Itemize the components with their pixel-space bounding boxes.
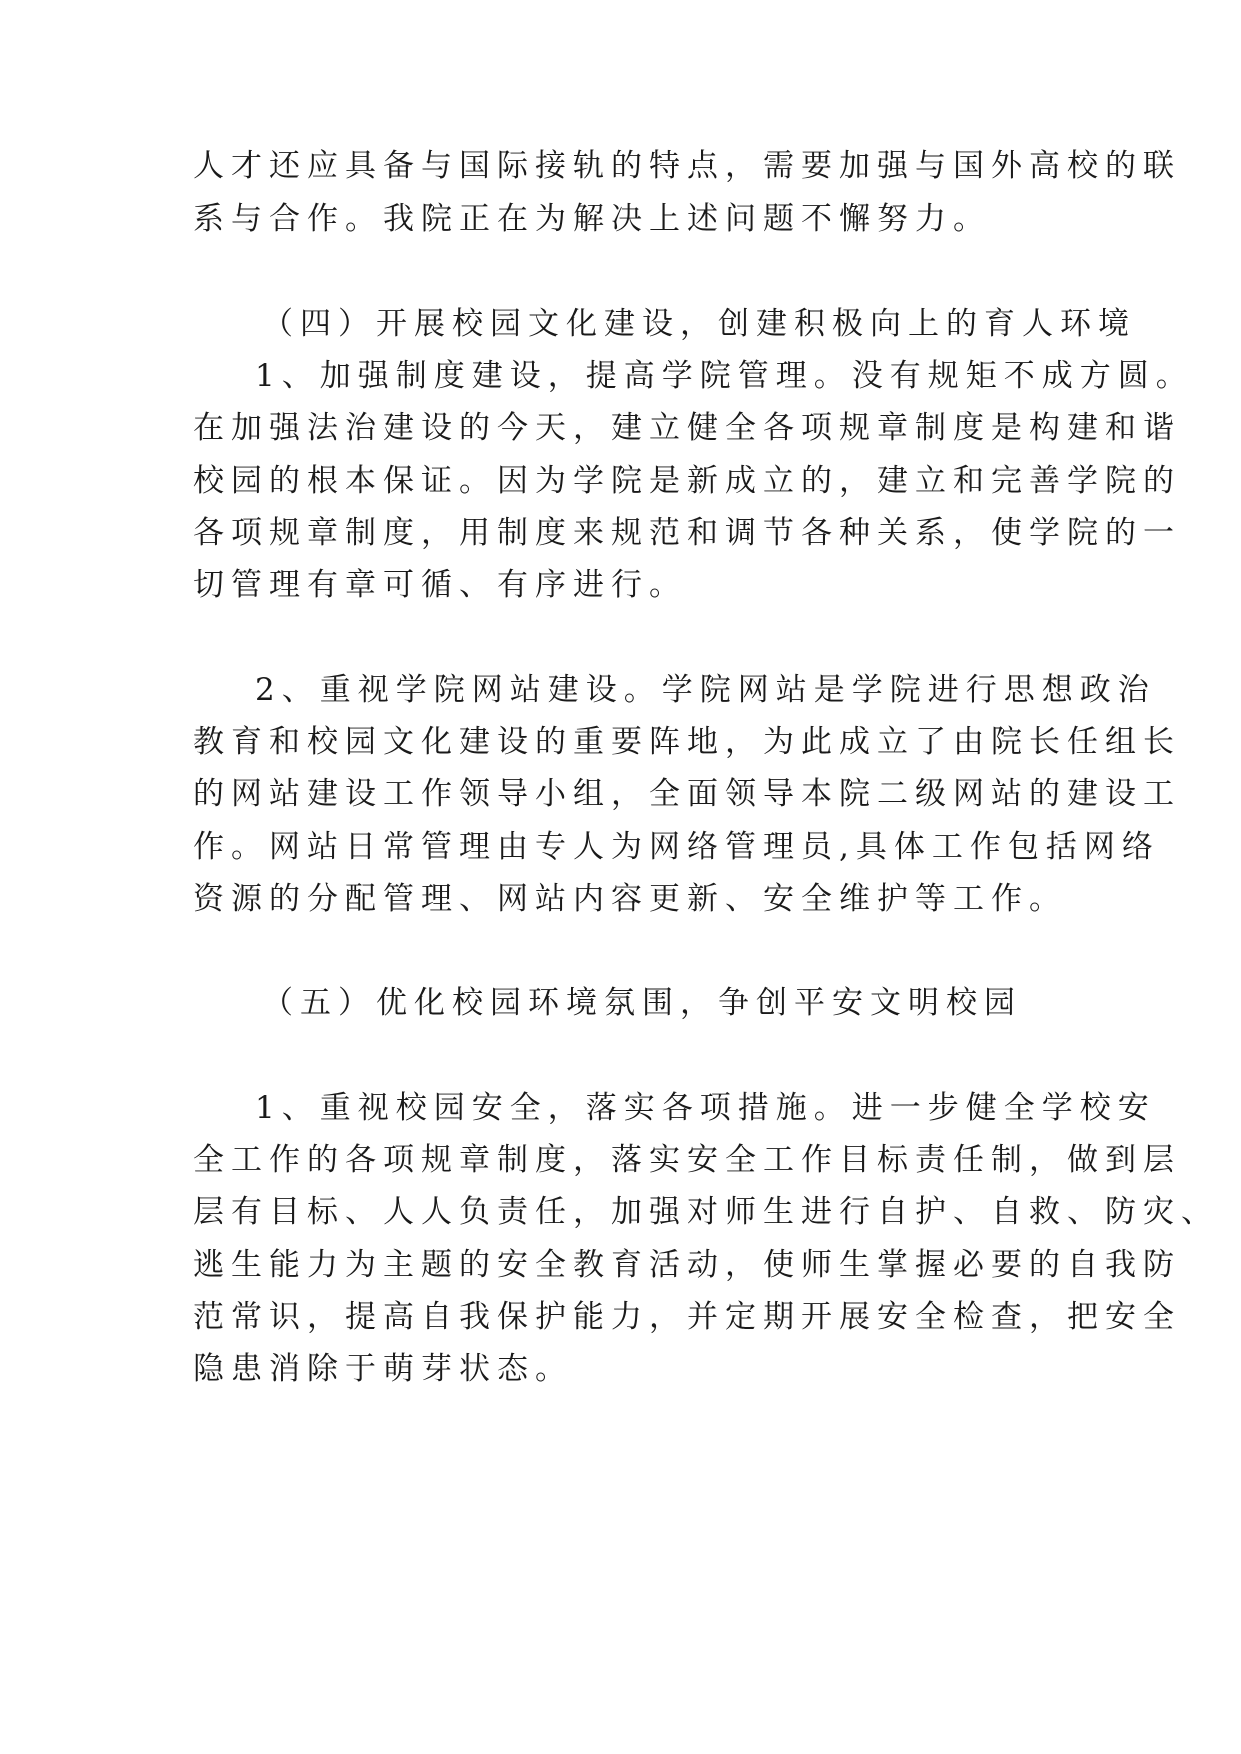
body-text-line: 全工作的各项规章制度，落实安全工作目标责任制，做到层 — [193, 1142, 1181, 1178]
body-text-line: 层有目标、人人负责任，加强对师生进行自护、自救、防灾、 — [193, 1194, 1219, 1230]
body-text-line: 资源的分配管理、网站内容更新、安全维护等工作。 — [193, 881, 1067, 917]
body-text-line: 切管理有章可循、有序进行。 — [193, 567, 687, 603]
body-text-line: 校园的根本保证。因为学院是新成立的，建立和完善学院的 — [193, 463, 1181, 499]
body-text-line: 1、加强制度建设，提高学院管理。没有规矩不成方圆。 — [255, 358, 1194, 394]
body-text-line: 系与合作。我院正在为解决上述问题不懈努力。 — [193, 201, 991, 237]
section-heading: （五）优化校园环境氛围，争创平安文明校园 — [262, 985, 1022, 1021]
body-text-line: 在加强法治建设的今天，建立健全各项规章制度是构建和谐 — [193, 410, 1181, 446]
body-text-line: 各项规章制度，用制度来规范和调节各种关系，使学院的一 — [193, 515, 1181, 551]
body-text-line: 逃生能力为主题的安全教育活动，使师生掌握必要的自我防 — [193, 1247, 1181, 1283]
body-text-line: 范常识，提高自我保护能力，并定期开展安全检查，把安全 — [193, 1299, 1181, 1335]
body-text-line: 作。网站日常管理由专人为网络管理员,具体工作包括网络 — [193, 829, 1160, 865]
body-text-line: 隐患消除于萌芽状态。 — [193, 1351, 573, 1387]
body-text-line: 教育和校园文化建设的重要阵地，为此成立了由院长任组长 — [193, 724, 1181, 760]
section-heading: （四）开展校园文化建设，创建积极向上的育人环境 — [262, 306, 1136, 342]
body-text-line: 人才还应具备与国际接轨的特点，需要加强与国外高校的联 — [193, 148, 1181, 184]
body-text-line: 的网站建设工作领导小组，全面领导本院二级网站的建设工 — [193, 776, 1181, 812]
body-text-line: 2、重视学院网站建设。学院网站是学院进行思想政治 — [255, 672, 1156, 708]
body-text-line: 1、重视校园安全，落实各项措施。进一步健全学校安 — [255, 1090, 1156, 1126]
